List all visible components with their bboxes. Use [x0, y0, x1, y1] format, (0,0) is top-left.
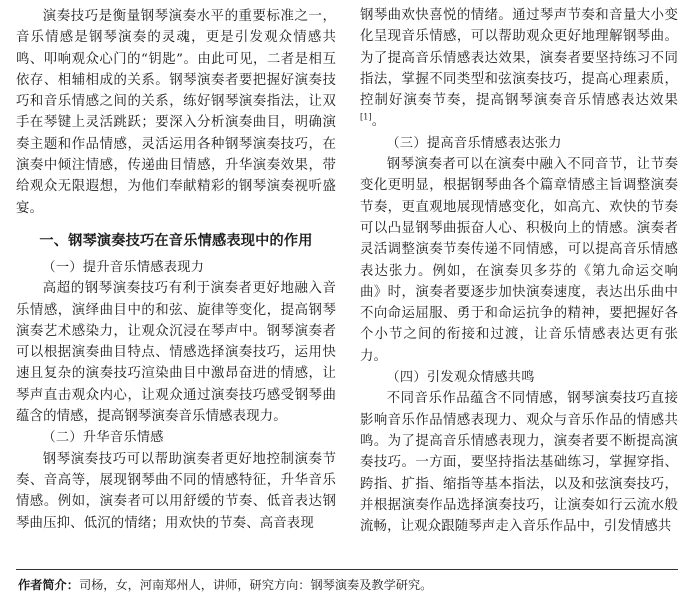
subsection-1-paragraph: 高超的钢琴演奏技巧有利于演奏者更好地融入音乐情感，演绎曲目中的和弦、旋律等变化，提高钢琴演奏艺术感染力，让观众沉浸在琴声中。钢琴演奏者可以根据演奏曲目特点、情感选择演奏技巧，运用快速且复杂的演奏技巧渲染曲目中激昂奋进的情感，让琴声直击观众内心，让观众通过演奏技巧感受钢琴曲蕴含的情感，提高钢琴演奏音乐情感表现力。: [16, 281, 336, 425]
subsection-2-paragraph: 钢琴演奏技巧可以帮助演奏者更好地控制演奏节奏、音高等，展现钢琴曲不同的情感特征，升华音乐情感。例如，演奏者可以用舒缓的节奏、低音表达钢琴曲压抑、低沉的情绪；用欢快的节奏、高音表现: [16, 451, 336, 531]
section-heading: 一、钢琴演奏技巧在音乐情感表现中的作用: [39, 232, 313, 249]
subsection-2-continuation-text: 钢琴曲欢快喜悦的情绪。通过琴声节奏和音量大小变化呈现音乐情感，可以帮助观众更好地理解钢琴曲。为了提高音乐情感表达效果，演奏者要坚持练习不同指法，掌握不同类型和弦演奏技巧，提高心理素质，控制好演奏节奏，提高钢琴演奏音乐情感表达效果: [360, 8, 678, 109]
subsection-heading-1: （一）提升音乐情感表现力: [42, 259, 205, 275]
subsection-heading-3: （三）提高音乐情感表达张力: [386, 135, 562, 151]
subsection-2-end-punct: 。: [371, 114, 386, 130]
subsection-4-paragraph: 不同音乐作品蕴含不同情感，钢琴演奏技巧直接影响音乐作品情感表现力、观众与音乐作品的情感共鸣。为了提高音乐情感表现力，演奏者要不断提高演奏技巧。一方面，要坚持指法基础练习，掌握穿指、跨指、扩指、缩指等基本指法，以及和弦演奏技巧，并根据演奏作品选择演奏技巧，让演奏如行云流水般流畅，让观众跟随琴声走入音乐作品中，引发情感共: [360, 391, 678, 535]
footnote-divider: [16, 569, 678, 570]
subsection-heading-2: （二）升华音乐情感: [42, 430, 164, 446]
footnote-text: 司杨，女，河南郑州人，讲师，研究方向：钢琴演奏及教学研究。: [78, 578, 433, 592]
author-footnote: [18, 576, 678, 594]
subsection-2-continuation: [360, 5, 678, 133]
intro-paragraph: 演奏技巧是衡量钢琴演奏水平的重要标准之一，音乐情感是钢琴演奏的灵魂，更是引发观众情感共鸣、叩响观众心门的“钥匙”。由此可见，二者是相互依存、相辅相成的关系。钢琴演奏者要把握好演奏技巧和音乐情感之间的关系，练好钢琴演奏指法，让双手在琴键上灵活跳跃；要深入分析演奏曲目，明确演奏主题和作品情感，灵活运用各种钢琴演奏技巧，在演奏中倾注情感，传递曲目情感，升华演奏效果，带给观众无限遐想，为他们奉献精彩的钢琴演奏视听盛宴。: [16, 9, 336, 216]
right-column: [360, 5, 678, 537]
left-column: [16, 6, 336, 534]
subsection-heading-4: （四）引发观众情感共鸣: [386, 370, 535, 386]
footnote-label: 作者简介：: [18, 578, 79, 592]
subsection-3-paragraph: 钢琴演奏者可以在演奏中融入不同音节，让节奏变化更明显，根据钢琴曲各个篇章情感主旨调整演奏节奏，更直观地展现情感变化，如高亢、欢快的节奏可以凸显钢琴曲振奋人心、积极向上的情感。演奏者灵活调整演奏节奏传递不同情感，可以提高音乐情感表达张力。例如，在演奏贝多芬的《第九命运交响曲》时，演奏者要逐步加快演奏速度，表达出乐曲中不向命运屈服、勇于和命运抗争的精神，要把握好各个小节之间的衔接和过渡，让音乐情感表达更有张力。: [360, 157, 678, 364]
citation-marker: [1]: [360, 113, 372, 123]
